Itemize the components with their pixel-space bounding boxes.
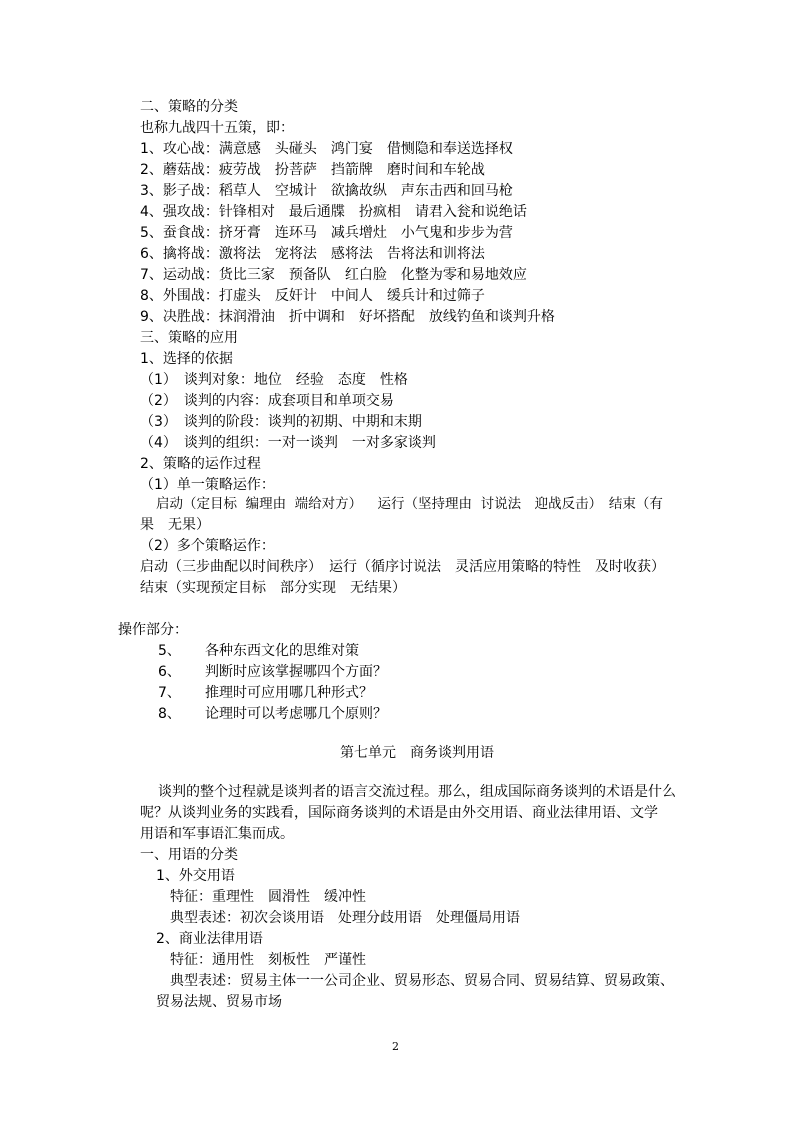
operation-number: 6、 xyxy=(158,664,181,680)
section-heading: 一、用语的分类 xyxy=(140,847,238,863)
operation-text: 判断时应该掌握哪四个方面？ xyxy=(205,664,387,680)
strategy-item: 6、擒将战：激将法 宠将法 感将法 告将法和训将法 xyxy=(140,246,485,262)
basis-item: （4） 谈判的组织：一对一谈判 一对多家谈判 xyxy=(140,435,436,451)
unit-paragraph-line: 呢？从谈判业务的实践看，国际商务谈判的术语是由外交用语、商业法律用语、文学 xyxy=(140,805,658,821)
strategy-item: 7、运动战：货比三家 预备队 红白脸 化整为零和易地效应 xyxy=(140,267,527,283)
operation-text: 各种东西文化的思维对策 xyxy=(205,643,359,659)
strategy-item: 3、影子战：稻草人 空城计 欲擒故纵 声东击西和回马枪 xyxy=(140,183,513,199)
strategy-item: 5、蚕食战：挤牙膏 连环马 减兵增灶 小气鬼和步步为营 xyxy=(140,225,513,241)
unit-title: 第七单元 商务谈判用语 xyxy=(340,745,494,761)
section-heading: 二、策略的分类 xyxy=(140,99,238,115)
operation-text: 推理时可应用哪几种形式？ xyxy=(205,685,373,701)
subsection-heading: 2、策略的运作过程 xyxy=(140,456,261,472)
operation-number: 5、 xyxy=(158,643,181,659)
strategy-item: 8、外围战：打虚头 反奸计 中间人 缓兵计和过筛子 xyxy=(140,288,485,304)
section-heading: 三、策略的应用 xyxy=(140,330,238,346)
single-strategy-line: 启动（定目标 编理由 端给对方） 运行（坚持理由 讨说法 迎战反击） 结束（有 xyxy=(156,496,663,512)
operation-number: 7、 xyxy=(158,685,181,701)
subsection-heading: 1、外交用语 xyxy=(156,868,235,884)
basis-item: （1） 谈判对象：地位 经验 态度 性格 xyxy=(140,372,408,388)
feature-line: 特征：重理性 圆滑性 缓冲性 xyxy=(170,889,366,905)
multi-strategy-line: 启动（三步曲配以时间秩序） 运行（循序讨说法 灵活应用策略的特性 及时收获） xyxy=(140,559,665,575)
typical-expression-line: 贸易法规、贸易市场 xyxy=(156,994,282,1010)
single-strategy-line: 果 无果） xyxy=(140,517,210,533)
strategy-item: 2、蘑菇战：疲劳战 扮菩萨 挡箭牌 磨时间和车轮战 xyxy=(140,162,485,178)
basis-item: （2） 谈判的内容：成套项目和单项交易 xyxy=(140,393,394,409)
subsection-heading: 2、商业法律用语 xyxy=(156,931,263,947)
subsection-heading: 1、选择的依据 xyxy=(140,351,233,367)
page-number: 2 xyxy=(392,1040,399,1053)
unit-paragraph-line: 用语和军事语汇集而成。 xyxy=(140,826,294,842)
typical-expression-line: 典型表述：初次会谈用语 处理分歧用语 处理僵局用语 xyxy=(170,910,520,926)
operation-number: 8、 xyxy=(158,706,181,722)
operations-heading: 操作部分： xyxy=(118,622,188,638)
strategy-item: 1、攻心战：满意感 头碰头 鸿门宴 借恻隐和奉送选择权 xyxy=(140,141,513,157)
strategy-item: 9、决胜战：抹润滑油 折中调和 好坏搭配 放线钓鱼和谈判升格 xyxy=(140,309,555,325)
basis-item: （3） 谈判的阶段：谈判的初期、中期和末期 xyxy=(140,414,422,430)
operation-text: 论理时可以考虑哪几个原则？ xyxy=(205,706,387,722)
multi-strategy-heading: （2）多个策略运作： xyxy=(140,538,275,554)
feature-line: 特征：通用性 刻板性 严谨性 xyxy=(170,952,366,968)
unit-paragraph-line: 谈判的整个过程就是谈判者的语言交流过程。那么，组成国际商务谈判的术语是什么 xyxy=(158,784,676,800)
strategy-item: 4、强攻战：针锋相对 最后通牒 扮疯相 请君入瓮和说绝话 xyxy=(140,204,527,220)
typical-expression-line: 典型表述：贸易主体一一公司企业、贸易形态、贸易合同、贸易结算、贸易政策、 xyxy=(170,973,674,989)
single-strategy-heading: （1）单一策略运作： xyxy=(140,477,275,493)
multi-strategy-line: 结束（实现预定目标 部分实现 无结果） xyxy=(140,580,406,596)
section-intro: 也称九战四十五策，即： xyxy=(140,120,294,136)
